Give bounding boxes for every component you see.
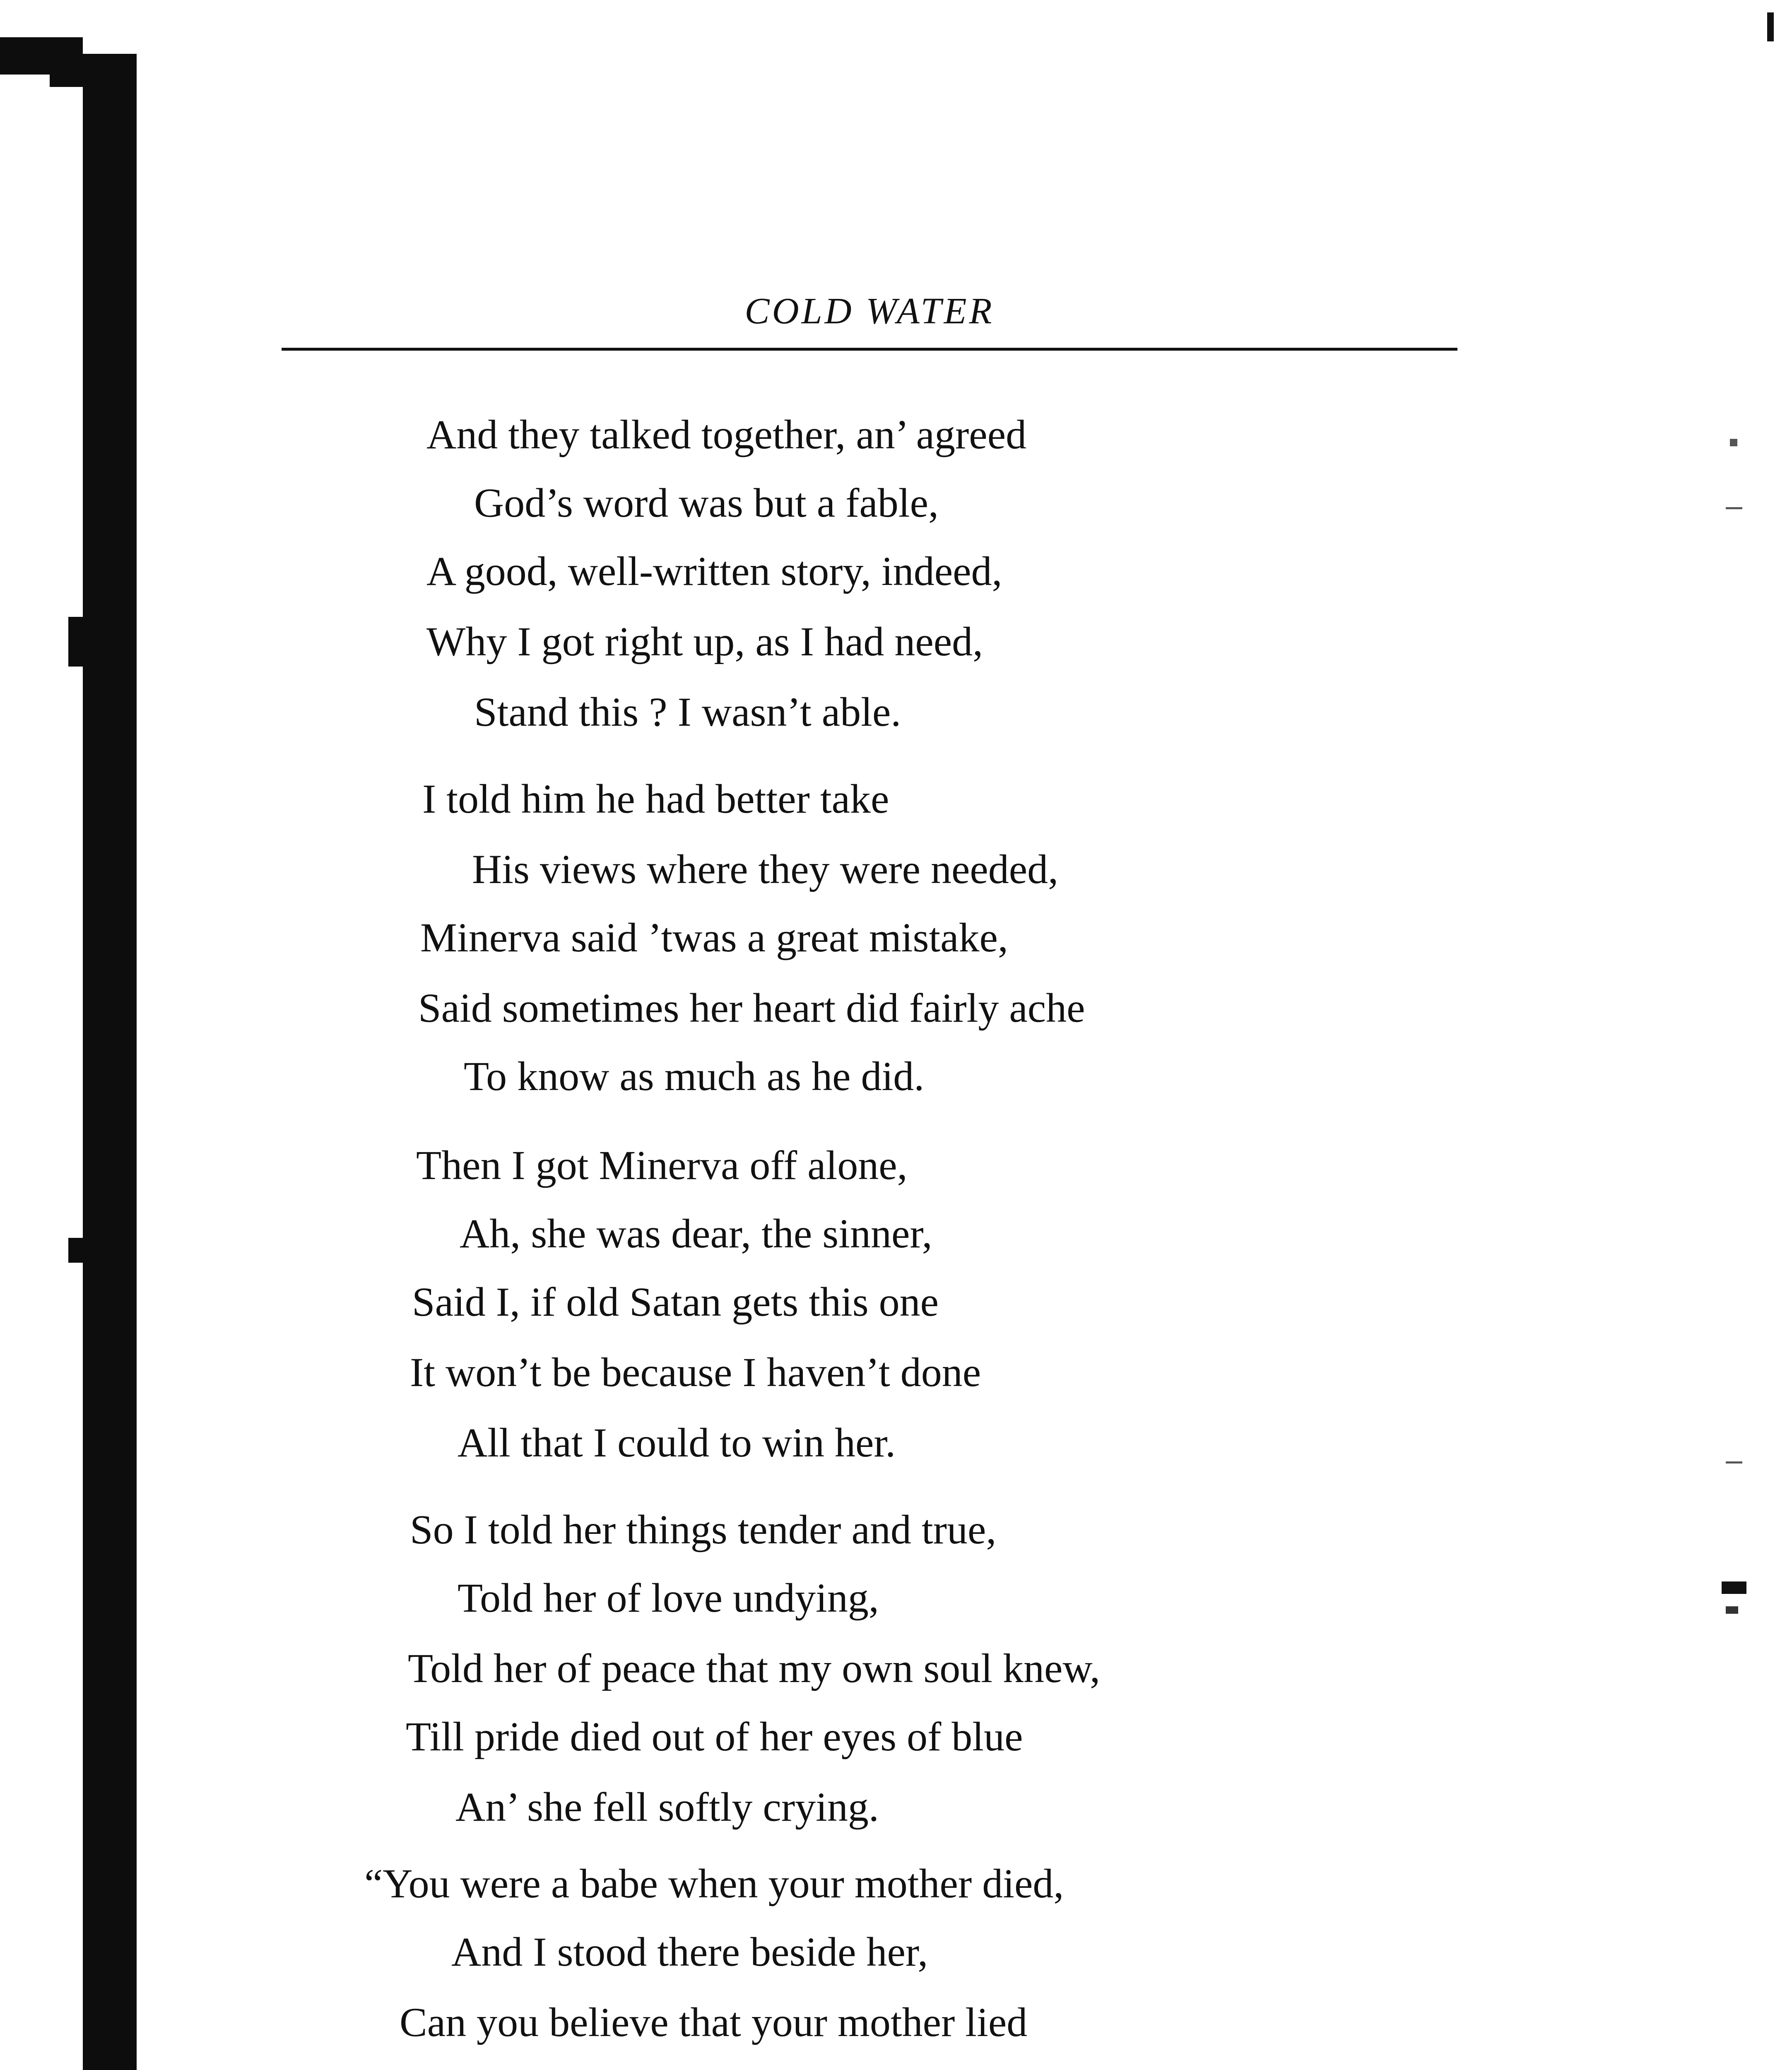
poem-line: Then I got Minerva off alone, [416,1142,908,1188]
poem-line: Told her of peace that my own soul knew, [408,1645,1101,1691]
poem-line [400,2068,1166,2070]
poem-line: Ah, she was dear, the sinner, [460,1211,932,1256]
poem-line: An’ she fell softly crying. [455,1784,879,1830]
poem-line: Stand this ? I wasn’t able. [474,689,901,735]
poem-line: Can you believe that your mother lied [400,1999,1028,2045]
poem-line: To know as much as he did. [464,1053,925,1099]
poem-line: And they talked together, an’ agreed [426,412,1027,457]
poem-line: His views where they were needed, [472,846,1059,892]
running-head: COLD WATER [744,291,995,332]
poem-line: Said I, if old Satan gets this one [412,1279,939,1325]
poem-line: Said sometimes her heart did fairly ache [418,985,1085,1031]
poem-line: And I stood there beside her, [451,1929,928,1975]
poem-line: So I told her things tender and true, [410,1507,997,1552]
poem-line: All that I could to win her. [458,1420,896,1466]
poem-line: Minerva said ’twas a great mistake, [420,915,1008,960]
poem-line: Why I got right up, as I had need, [426,619,983,664]
poem-line: God’s word was but a fable, [474,480,939,526]
poem-line: Told her of love undying, [458,1575,879,1621]
poem-line: A good, well-written story, indeed, [426,548,1002,594]
poem-line: Till pride died out of her eyes of blue [406,1714,1023,1760]
poem-line: “You were a babe when your mother died, [364,1861,1064,1906]
poem-line: It won’t be because I haven’t done [410,1349,981,1395]
poem-line: I told him he had better take [422,776,889,822]
